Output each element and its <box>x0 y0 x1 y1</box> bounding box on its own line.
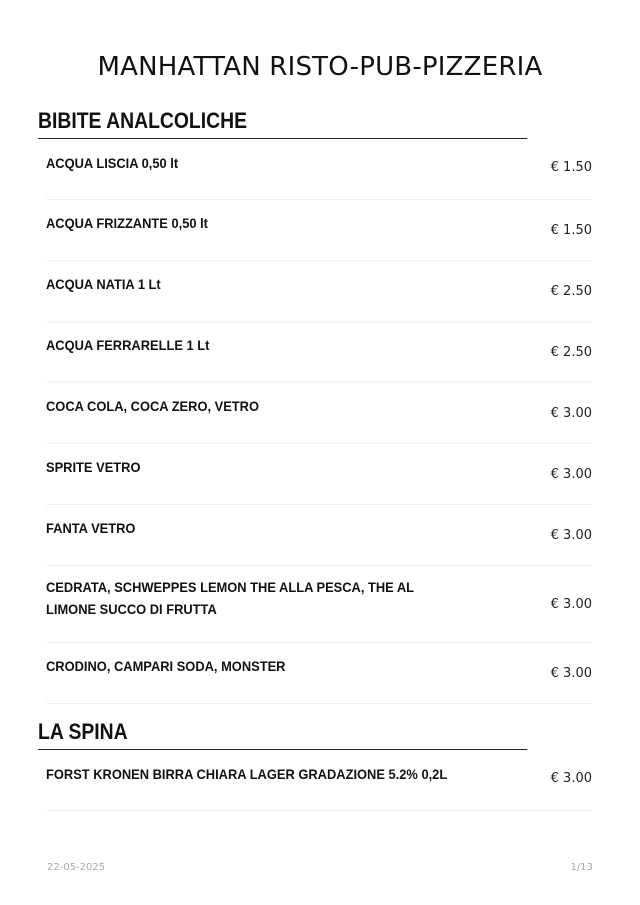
item-name: ACQUA NATIA 1 Lt <box>46 276 161 292</box>
menu-item <box>46 322 592 383</box>
menu-item <box>46 383 592 444</box>
item-price: € 2.50 <box>550 344 592 360</box>
item-name: SPRITE VETRO <box>46 459 141 475</box>
item-price: € 2.50 <box>550 283 592 299</box>
item-name: CRODINO, CAMPARI SODA, MONSTER <box>46 658 286 674</box>
item-price: € 3.00 <box>550 405 592 421</box>
page-title: MANHATTAN RISTO-PUB-PIZZERIA <box>97 52 543 82</box>
item-price: € 3.00 <box>550 466 592 482</box>
item-name: COCA COLA, COCA ZERO, VETRO <box>46 398 260 414</box>
menu-item <box>46 444 592 505</box>
menu-item <box>46 505 592 566</box>
item-price: € 3.00 <box>550 770 592 786</box>
menu-item <box>46 200 592 261</box>
menu-list <box>46 139 592 704</box>
item-name: FANTA VETRO <box>46 520 136 536</box>
menu-item <box>46 139 592 200</box>
item-name: ACQUA FERRARELLE 1 Lt <box>46 337 210 353</box>
menu-item <box>46 750 592 811</box>
menu-list <box>46 750 592 811</box>
item-name: FORST KRONEN BIRRA CHIARA LAGER GRADAZIONE 5.2% 0,2L <box>46 766 448 782</box>
footer-page-number: 1/13 <box>570 862 593 873</box>
section-bibite-analcoliche <box>38 106 594 704</box>
menu-item <box>46 643 592 704</box>
menu-item <box>46 566 592 643</box>
item-price: € 3.00 <box>550 665 592 681</box>
section-la-spina <box>38 717 594 811</box>
menu-item <box>46 261 592 322</box>
item-price: € 1.50 <box>550 222 592 238</box>
footer-date: 22-05-2025 <box>47 862 106 873</box>
item-price: € 3.00 <box>550 527 592 543</box>
item-name: ACQUA LISCIA 0,50 lt <box>46 155 179 171</box>
section-heading: BIBITE ANALCOLICHE <box>38 106 527 139</box>
item-price: € 3.00 <box>550 596 592 612</box>
section-heading: LA SPINA <box>38 717 527 750</box>
item-price: € 1.50 <box>550 159 592 175</box>
item-name: ACQUA FRIZZANTE 0,50 lt <box>46 215 208 231</box>
item-name: CEDRATA, SCHWEPPES LEMON THE ALLA PESCA, THE AL LIMONE SUCCO DI FRUTTA <box>46 579 414 617</box>
